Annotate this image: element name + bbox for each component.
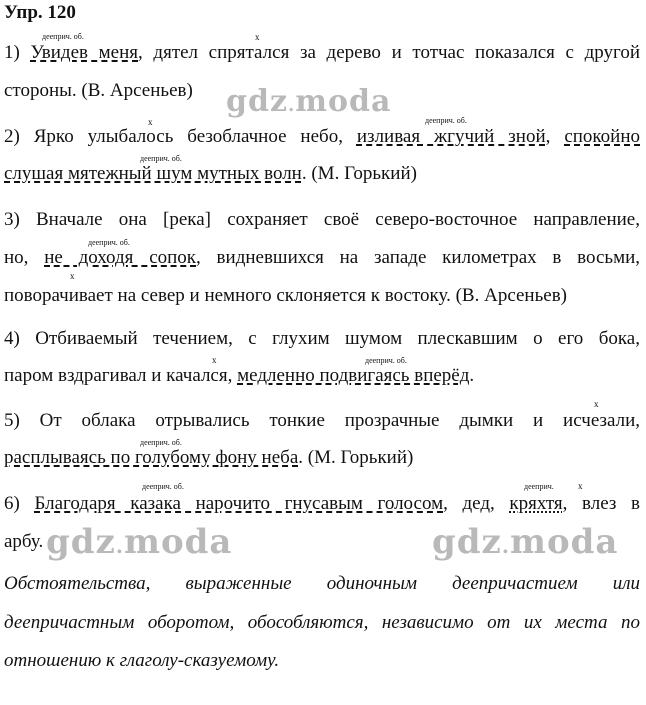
rule-line-1: Обстоятельства, выраженные одиночным деепричастием или — [4, 573, 640, 594]
sentence-4-line-2 — [4, 365, 474, 387]
sentence-5-line-1: 5) От облака отрывались тонкие прозрачные дымки и исчезали, — [4, 410, 640, 431]
participle-phrase: медленно подвигаясь вперёд — [237, 365, 470, 386]
participle-phrase: слушая мятежный шум мутных волн — [4, 163, 302, 184]
grammar-note: дееприч. об. — [425, 116, 467, 125]
sentence-text: , влез в — [562, 493, 640, 514]
sentence-text: 2) Ярко улыбалось безоблачное небо, — [4, 126, 357, 147]
sentence-number: 6) — [4, 493, 35, 514]
grammar-mark-x: х — [70, 271, 75, 281]
watermark-2: gdz.moda — [46, 522, 233, 562]
rule-line-3: отношению к глаголу-сказуемому. — [4, 650, 280, 671]
sentence-3-line-3: поворачивает на север и немного склоняется к востоку. (В. Арсеньев) — [4, 285, 567, 306]
sentence-text: паром вздрагивал и качался, — [4, 365, 238, 386]
sentence-2-line-2 — [4, 163, 417, 185]
sentence-5-line-2 — [4, 447, 413, 469]
sentence-2-line-1 — [4, 126, 640, 148]
sentence-text: , видневшихся на западе километрах в восьми, — [196, 247, 641, 268]
participle-phrase: не доходя сопок — [44, 247, 197, 268]
grammar-mark-x: х — [255, 32, 260, 42]
sentence-text: . — [469, 365, 475, 386]
grammar-mark-x: х — [578, 481, 583, 491]
sentence-4-line-1: 4) Отбиваемый течением, с глухим шумом плескавшим о его бока, — [4, 328, 640, 349]
watermark-3: gdz.moda — [432, 522, 619, 562]
grammar-note: дееприч. об. — [140, 438, 182, 447]
sentence-text: . (М. Горький) — [301, 163, 417, 184]
grammar-mark-x: х — [212, 355, 217, 365]
participle-phrase: изливая жгучий зной — [356, 126, 546, 147]
participle-phrase: спокойно — [564, 126, 641, 147]
watermark-1: gdz.moda — [226, 84, 392, 119]
sentence-6-line-1 — [4, 493, 640, 515]
sentence-1-line-2: стороны. (В. Арсеньев) — [4, 80, 193, 101]
grammar-note: дееприч. об. — [365, 356, 407, 365]
grammar-mark-x: х — [148, 117, 153, 127]
sentence-3-line-1: 3) Вначале она [река] сохраняет своё северо-восточное направление, — [4, 209, 640, 230]
sentence-number: 1) — [4, 42, 31, 63]
sentence-6-line-2: арбу. — [4, 531, 44, 552]
grammar-note: дееприч. об. — [88, 238, 130, 247]
grammar-note: дееприч. — [524, 482, 554, 491]
sentence-text: , дед, — [443, 493, 510, 514]
grammar-note: дееприч. об. — [142, 482, 184, 491]
participle-phrase: расплываясь по голубому фону неба — [4, 447, 299, 468]
participle: кряхтя — [509, 493, 563, 514]
participle-phrase: Благодаря казака нарочито гнусавым голосом — [34, 493, 444, 514]
participle-phrase: Увидев меня — [30, 42, 139, 63]
exercise-title: Упр. 120 — [4, 2, 76, 23]
sentence-text: , — [545, 126, 565, 147]
sentence-text: , дятел спрятался за дерево и тотчас показался с другой — [138, 42, 640, 63]
sentence-1-line-1 — [4, 42, 640, 64]
grammar-mark-x: х — [594, 399, 599, 409]
rule-line-2: деепричастным оборотом, обособляются, независимо от их места по — [4, 612, 640, 633]
grammar-note: дееприч. об. — [42, 32, 84, 41]
sentence-3-line-2 — [4, 247, 640, 269]
sentence-text: . (М. Горький) — [298, 447, 414, 468]
grammar-note: дееприч. об. — [140, 154, 182, 163]
sentence-text: но, — [4, 247, 45, 268]
